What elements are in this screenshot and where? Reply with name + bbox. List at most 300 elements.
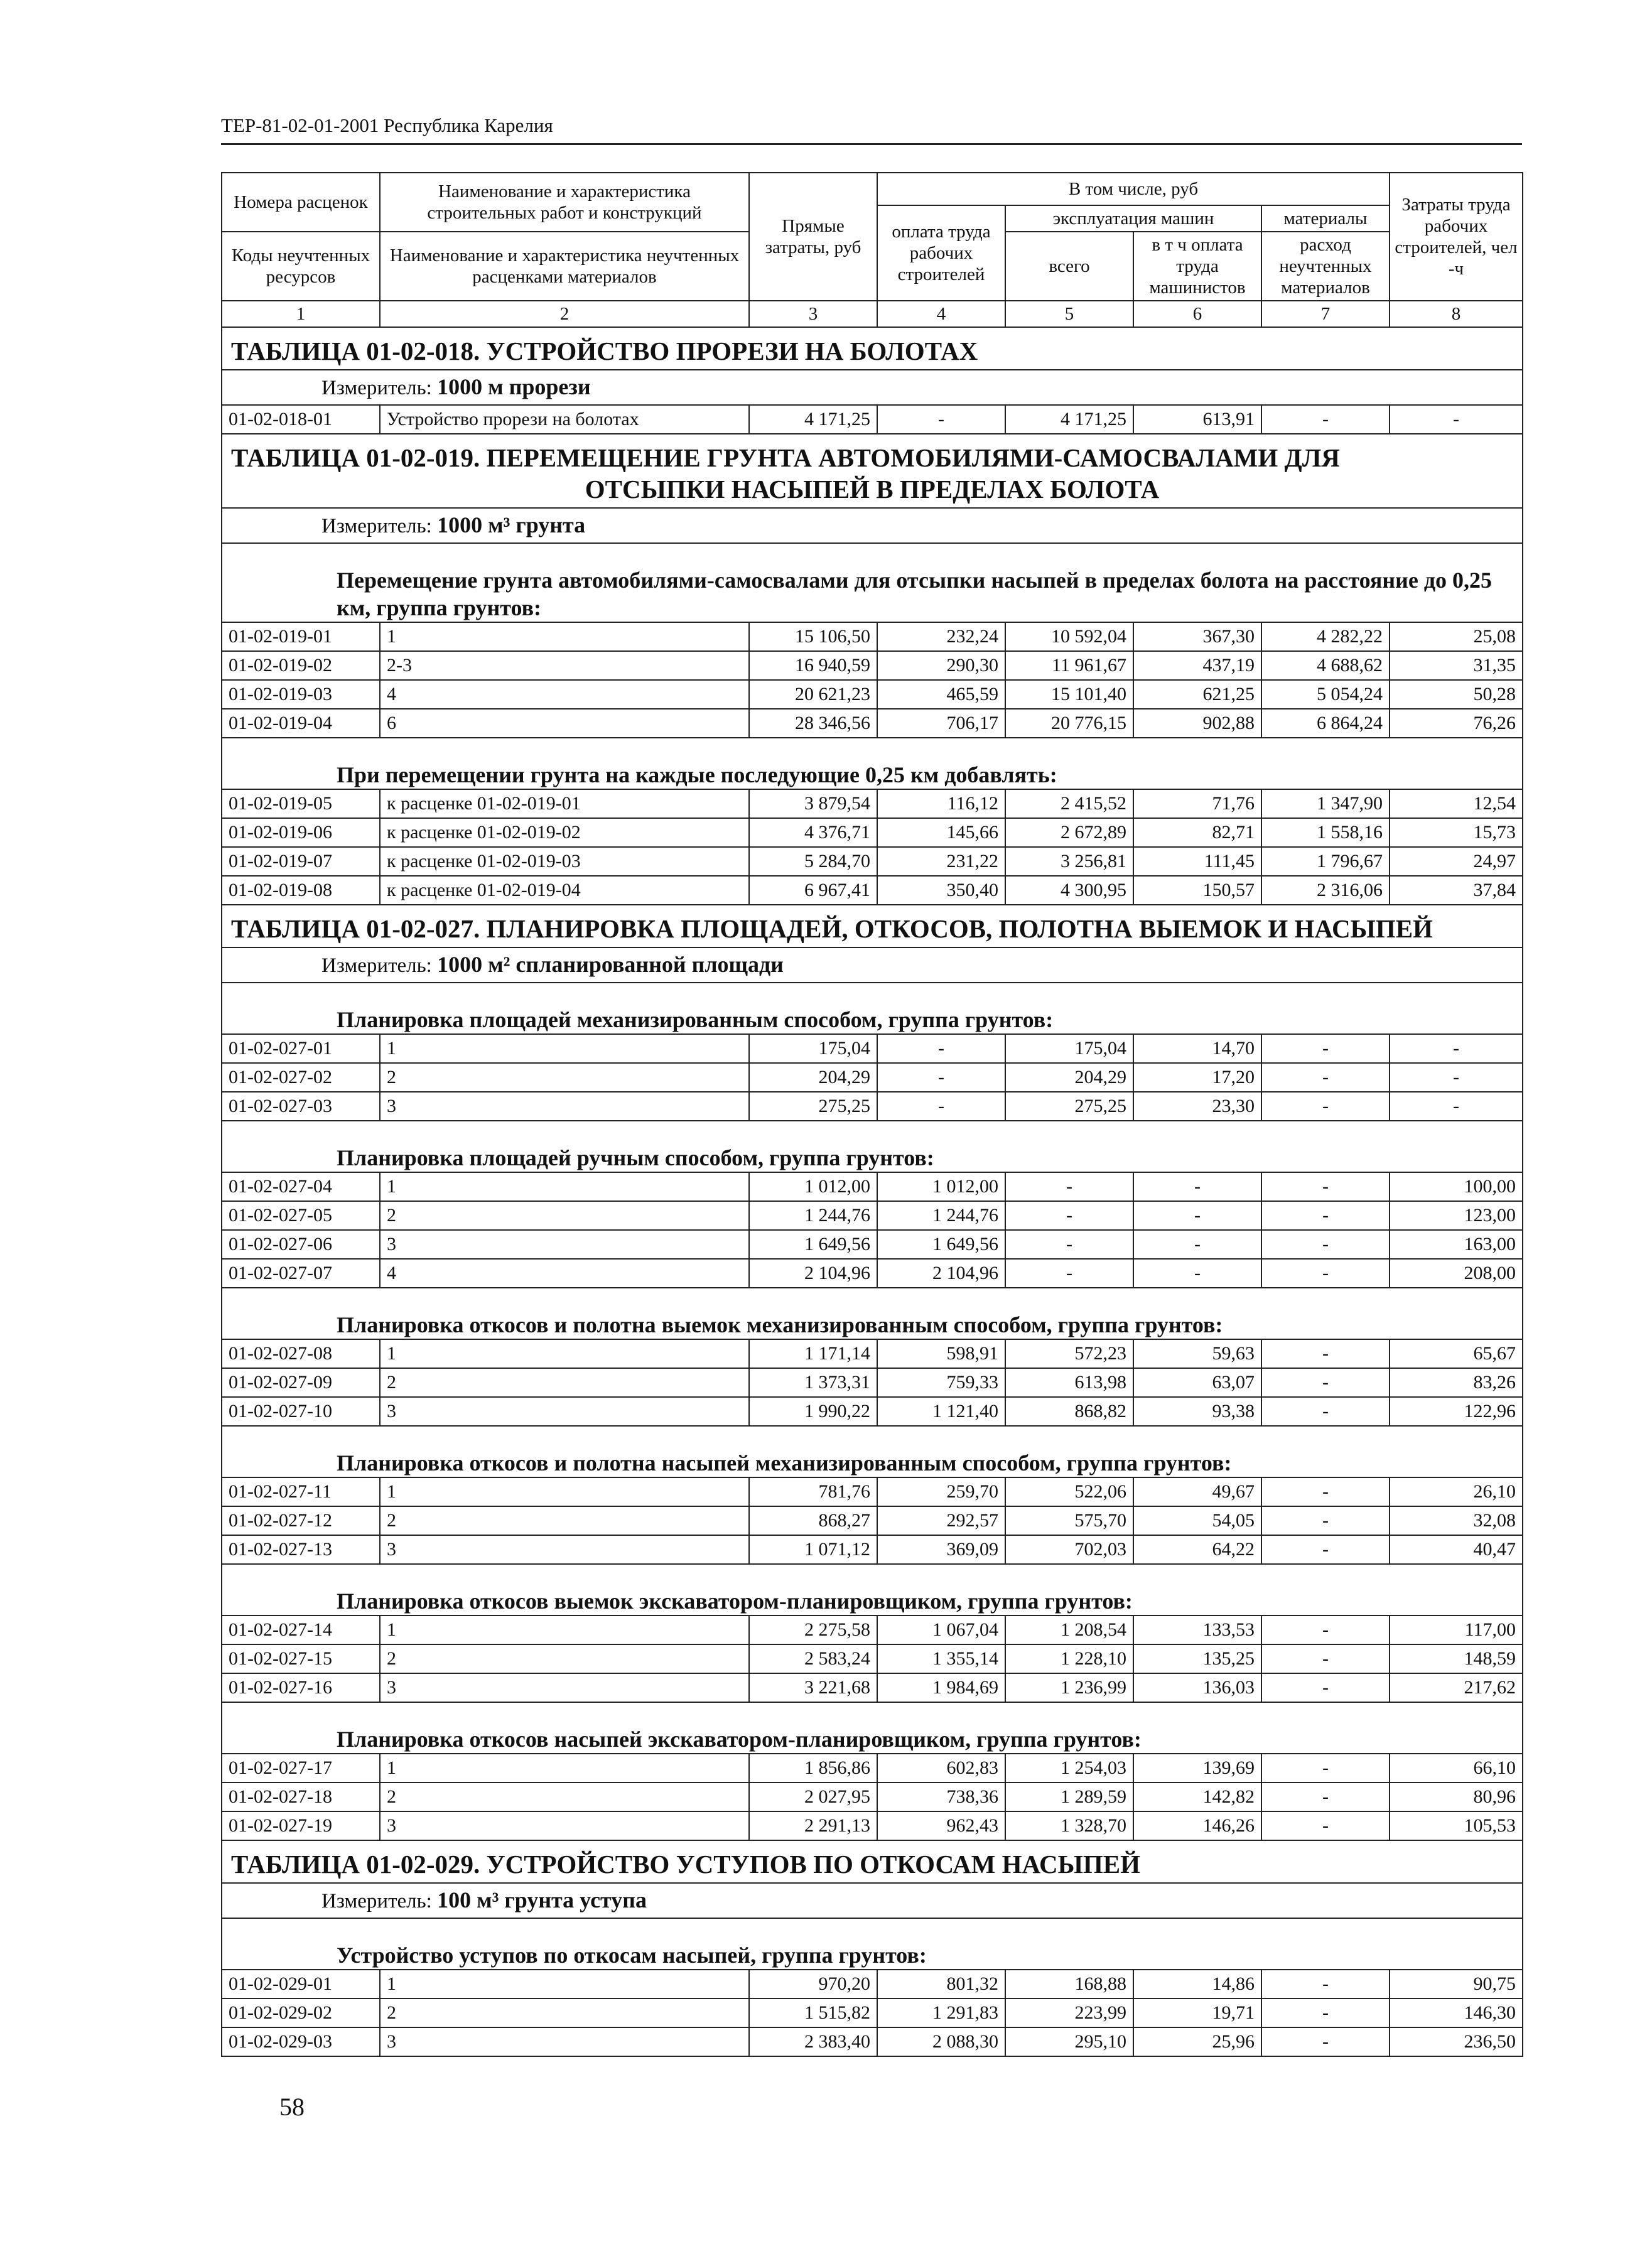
rate-code: 01-02-027-14 [222, 1616, 380, 1644]
machines-cost: - [1005, 1230, 1133, 1259]
labor-hours: 236,50 [1390, 2027, 1523, 2056]
table-row [222, 1230, 1523, 1259]
rate-code: 01-02-029-02 [222, 1999, 380, 2027]
operators-pay: 613,91 [1133, 405, 1261, 434]
direct-cost: 2 583,24 [749, 1644, 877, 1673]
materials-cost: - [1261, 1092, 1390, 1121]
work-name: 1 [380, 1616, 749, 1644]
materials-cost: 4 688,62 [1261, 651, 1390, 680]
machines-cost: 572,23 [1005, 1339, 1133, 1368]
measure-row [222, 370, 1523, 405]
labor-pay: 598,91 [877, 1339, 1005, 1368]
machines-cost: 1 228,10 [1005, 1644, 1133, 1673]
measure-line [222, 1883, 1523, 1918]
work-name: 2 [380, 1644, 749, 1673]
group-title: Планировка откосов насыпей экскаватором-планировщиком, группа грунтов: [222, 1702, 1523, 1754]
machines-cost: 522,06 [1005, 1477, 1133, 1506]
header-machines: эксплуатация машин [1005, 205, 1261, 232]
rate-code: 01-02-019-07 [222, 847, 380, 876]
labor-pay: 1 067,04 [877, 1616, 1005, 1644]
work-name: 2 [380, 1783, 749, 1811]
table-row [222, 1397, 1523, 1426]
labor-pay: 602,83 [877, 1754, 1005, 1783]
work-name: 1 [380, 1970, 749, 1999]
machines-cost: 1 236,99 [1005, 1673, 1133, 1702]
machines-cost: 3 256,81 [1005, 847, 1133, 876]
operators-pay: 23,30 [1133, 1092, 1261, 1121]
rate-code: 01-02-027-11 [222, 1477, 380, 1506]
rate-code: 01-02-027-12 [222, 1506, 380, 1535]
direct-cost: 16 940,59 [749, 651, 877, 680]
table-row [222, 1754, 1523, 1783]
direct-cost: 20 621,23 [749, 680, 877, 709]
work-name: 3 [380, 1535, 749, 1564]
rate-code: 01-02-027-19 [222, 1811, 380, 1840]
machines-cost: 4 171,25 [1005, 405, 1133, 434]
direct-cost: 15 106,50 [749, 622, 877, 651]
work-name: 2-3 [380, 651, 749, 680]
labor-pay: 259,70 [877, 1477, 1005, 1506]
header-operators-pay: в т ч оплата труда машинистов [1133, 232, 1261, 301]
table-row [222, 709, 1523, 738]
column-number: 6 [1133, 301, 1261, 327]
labor-pay: 350,40 [877, 876, 1005, 905]
section-title-row [222, 327, 1523, 370]
section-title: ТАБЛИЦА 01-02-027. ПЛАНИРОВКА ПЛОЩАДЕЙ, ОТКОСОВ, ПОЛОТНА ВЫЕМОК И НАСЫПЕЙ [222, 905, 1523, 947]
rate-code: 01-02-027-05 [222, 1201, 380, 1230]
operators-pay: - [1133, 1201, 1261, 1230]
labor-pay: 1 649,56 [877, 1230, 1005, 1259]
direct-cost: 1 515,82 [749, 1999, 877, 2027]
rate-code: 01-02-029-01 [222, 1970, 380, 1999]
operators-pay: 139,69 [1133, 1754, 1261, 1783]
operators-pay: 14,70 [1133, 1034, 1261, 1063]
group-title: Планировка откосов и полотна выемок механизированным способом, группа грунтов: [222, 1288, 1523, 1339]
machines-cost: 223,99 [1005, 1999, 1133, 2027]
direct-cost: 1 649,56 [749, 1230, 877, 1259]
work-name: 3 [380, 1092, 749, 1121]
labor-hours: 148,59 [1390, 1644, 1523, 1673]
direct-cost: 28 346,56 [749, 709, 877, 738]
direct-cost: 781,76 [749, 1477, 877, 1506]
group-title: Планировка площадей механизированным способом, группа грунтов: [222, 983, 1523, 1034]
direct-cost: 3 221,68 [749, 1673, 877, 1702]
labor-hours: - [1390, 1034, 1523, 1063]
materials-cost: 1 558,16 [1261, 818, 1390, 847]
machines-cost: 15 101,40 [1005, 680, 1133, 709]
labor-hours: 80,96 [1390, 1783, 1523, 1811]
work-name: 1 [380, 1034, 749, 1063]
labor-pay: 1 984,69 [877, 1673, 1005, 1702]
work-name: 1 [380, 622, 749, 651]
rate-code: 01-02-019-02 [222, 651, 380, 680]
labor-hours: 105,53 [1390, 1811, 1523, 1840]
table-row [222, 1970, 1523, 1999]
labor-pay: - [877, 405, 1005, 434]
operators-pay: 136,03 [1133, 1673, 1261, 1702]
section-title [222, 434, 1523, 508]
rate-code: 01-02-027-15 [222, 1644, 380, 1673]
table-row [222, 1506, 1523, 1535]
labor-hours: 50,28 [1390, 680, 1523, 709]
labor-hours: 163,00 [1390, 1230, 1523, 1259]
materials-cost: - [1261, 1063, 1390, 1092]
measure-label: Измеритель: [321, 515, 432, 537]
labor-pay: 231,22 [877, 847, 1005, 876]
labor-hours: 66,10 [1390, 1754, 1523, 1783]
table-row [222, 405, 1523, 434]
table-row [222, 1172, 1523, 1201]
labor-hours: 31,35 [1390, 651, 1523, 680]
measure-line [222, 947, 1523, 983]
header-material-name: Наименование и характеристика неучтенных расценками материалов [380, 232, 749, 301]
operators-pay: 54,05 [1133, 1506, 1261, 1535]
column-number: 2 [380, 301, 749, 327]
labor-pay: 2 104,96 [877, 1259, 1005, 1288]
measure-unit: 1000 м прорези [437, 374, 591, 399]
direct-cost: 2 383,40 [749, 2027, 877, 2056]
machines-cost: - [1005, 1201, 1133, 1230]
labor-hours: 100,00 [1390, 1172, 1523, 1201]
rate-code: 01-02-019-03 [222, 680, 380, 709]
direct-cost: 1 373,31 [749, 1368, 877, 1397]
labor-pay: 2 088,30 [877, 2027, 1005, 2056]
direct-cost: 2 027,95 [749, 1783, 877, 1811]
column-number: 7 [1261, 301, 1390, 327]
labor-hours: - [1390, 1092, 1523, 1121]
labor-pay: - [877, 1092, 1005, 1121]
measure-row [222, 508, 1523, 543]
direct-cost: 868,27 [749, 1506, 877, 1535]
machines-cost: 2 672,89 [1005, 818, 1133, 847]
header-materials-use: расход неучтенных материалов [1261, 232, 1390, 301]
measure-unit: 1000 м² спланированной площади [437, 952, 784, 977]
operators-pay: 902,88 [1133, 709, 1261, 738]
operators-pay: 59,63 [1133, 1339, 1261, 1368]
section-title-line: ТАБЛИЦА 01-02-019. ПЕРЕМЕЩЕНИЕ ГРУНТА АВТОМОБИЛЯМИ-САМОСВАЛАМИ ДЛЯ [231, 443, 1340, 472]
group-title-row [222, 543, 1523, 622]
materials-cost: - [1261, 1644, 1390, 1673]
header-labor-pay: оплата труда рабочих строителей [877, 205, 1005, 301]
labor-pay: 292,57 [877, 1506, 1005, 1535]
work-name: 2 [380, 1063, 749, 1092]
rate-code: 01-02-027-07 [222, 1259, 380, 1288]
operators-pay: 367,30 [1133, 622, 1261, 651]
measure-line [222, 508, 1523, 543]
labor-pay: 369,09 [877, 1535, 1005, 1564]
table-row [222, 1783, 1523, 1811]
work-name: 3 [380, 1230, 749, 1259]
table-row [222, 1092, 1523, 1121]
labor-pay: 145,66 [877, 818, 1005, 847]
rate-code: 01-02-027-10 [222, 1397, 380, 1426]
labor-pay: 1 012,00 [877, 1172, 1005, 1201]
header-work-name: Наименование и характеристика строительных работ и конструкций [380, 173, 749, 232]
operators-pay: 135,25 [1133, 1644, 1261, 1673]
materials-cost: 1 796,67 [1261, 847, 1390, 876]
direct-cost: 2 291,13 [749, 1811, 877, 1840]
rate-code: 01-02-019-06 [222, 818, 380, 847]
work-name: 1 [380, 1477, 749, 1506]
table-row [222, 876, 1523, 905]
materials-cost: - [1261, 1034, 1390, 1063]
operators-pay: 621,25 [1133, 680, 1261, 709]
table-row [222, 1034, 1523, 1063]
machines-cost: 613,98 [1005, 1368, 1133, 1397]
materials-cost: - [1261, 1970, 1390, 1999]
labor-hours: 122,96 [1390, 1397, 1523, 1426]
table-row [222, 1368, 1523, 1397]
direct-cost: 204,29 [749, 1063, 877, 1092]
table-row [222, 651, 1523, 680]
table-row [222, 1063, 1523, 1092]
machines-cost: 868,82 [1005, 1397, 1133, 1426]
table-row [222, 1339, 1523, 1368]
rate-code: 01-02-019-08 [222, 876, 380, 905]
section-title-row [222, 905, 1523, 947]
labor-hours: 146,30 [1390, 1999, 1523, 2027]
table-row [222, 1535, 1523, 1564]
labor-hours: - [1390, 405, 1523, 434]
table-row [222, 622, 1523, 651]
materials-cost: - [1261, 1754, 1390, 1783]
direct-cost: 1 171,14 [749, 1339, 877, 1368]
page-number: 58 [279, 2093, 305, 2121]
materials-cost: 1 347,90 [1261, 789, 1390, 818]
measure-unit: 100 м³ грунта уступа [437, 1887, 647, 1913]
group-title: Планировка откосов и полотна насыпей механизированным способом, группа грунтов: [222, 1426, 1523, 1477]
labor-pay: 1 291,83 [877, 1999, 1005, 2027]
work-name: 3 [380, 2027, 749, 2056]
materials-cost: - [1261, 1673, 1390, 1702]
work-name: к расценке 01-02-019-02 [380, 818, 749, 847]
labor-pay: - [877, 1063, 1005, 1092]
rate-code: 01-02-027-04 [222, 1172, 380, 1201]
group-title: Перемещение грунта автомобилями-самосвалами для отсыпки насыпей в пределах болота на расстояние до 0,25 км, группа грунтов: [222, 543, 1523, 622]
machines-cost: 1 289,59 [1005, 1783, 1133, 1811]
labor-hours: 32,08 [1390, 1506, 1523, 1535]
labor-pay: 738,36 [877, 1783, 1005, 1811]
materials-cost: - [1261, 2027, 1390, 2056]
direct-cost: 175,04 [749, 1034, 877, 1063]
direct-cost: 1 012,00 [749, 1172, 877, 1201]
direct-cost: 275,25 [749, 1092, 877, 1121]
operators-pay: 93,38 [1133, 1397, 1261, 1426]
labor-hours: 123,00 [1390, 1201, 1523, 1230]
machines-cost: 702,03 [1005, 1535, 1133, 1564]
labor-hours: 37,84 [1390, 876, 1523, 905]
machines-cost: - [1005, 1259, 1133, 1288]
operators-pay: 150,57 [1133, 876, 1261, 905]
operators-pay: 14,86 [1133, 1970, 1261, 1999]
group-title: Планировка откосов выемок экскаватором-планировщиком, группа грунтов: [222, 1564, 1523, 1616]
measure-label: Измеритель: [321, 377, 432, 399]
column-number: 4 [877, 301, 1005, 327]
measure-label: Измеритель: [321, 1890, 432, 1913]
rate-code: 01-02-027-01 [222, 1034, 380, 1063]
running-header: ТЕР-81-02-01-2001 Республика Карелия [221, 114, 553, 136]
labor-pay: - [877, 1034, 1005, 1063]
machines-cost: 1 328,70 [1005, 1811, 1133, 1840]
header-resource-codes: Коды неучтенных ресурсов [222, 232, 380, 301]
direct-cost: 1 244,76 [749, 1201, 877, 1230]
labor-hours: 26,10 [1390, 1477, 1523, 1506]
labor-hours: 25,08 [1390, 622, 1523, 651]
measure-row [222, 947, 1523, 983]
header-rule [221, 143, 1522, 145]
labor-hours: 24,97 [1390, 847, 1523, 876]
materials-cost: - [1261, 1999, 1390, 2027]
work-name: 1 [380, 1339, 749, 1368]
materials-cost: - [1261, 1397, 1390, 1426]
operators-pay: 142,82 [1133, 1783, 1261, 1811]
rate-code: 01-02-029-03 [222, 2027, 380, 2056]
header-machines-total: всего [1005, 232, 1133, 301]
materials-cost: - [1261, 405, 1390, 434]
labor-hours: 90,75 [1390, 1970, 1523, 1999]
group-title: При перемещении грунта на каждые последующие 0,25 км добавлять: [222, 738, 1523, 789]
group-title-row [222, 1288, 1523, 1339]
work-name: 2 [380, 1201, 749, 1230]
labor-hours: 40,47 [1390, 1535, 1523, 1564]
labor-pay: 962,43 [877, 1811, 1005, 1840]
machines-cost: 175,04 [1005, 1034, 1133, 1063]
machines-cost: 11 961,67 [1005, 651, 1133, 680]
header-including: В том числе, руб [877, 173, 1390, 205]
materials-cost: - [1261, 1259, 1390, 1288]
direct-cost: 2 104,96 [749, 1259, 877, 1288]
header-rate-numbers: Номера расценок [222, 173, 380, 232]
header-direct-costs: Прямые затраты, руб [749, 173, 877, 301]
direct-cost: 1 856,86 [749, 1754, 877, 1783]
rate-code: 01-02-027-16 [222, 1673, 380, 1702]
machines-cost: 2 415,52 [1005, 789, 1133, 818]
direct-cost: 4 171,25 [749, 405, 877, 434]
labor-hours: 83,26 [1390, 1368, 1523, 1397]
table-body [222, 327, 1523, 2056]
operators-pay: 111,45 [1133, 847, 1261, 876]
work-name: 1 [380, 1172, 749, 1201]
materials-cost: - [1261, 1616, 1390, 1644]
measure-row [222, 1883, 1523, 1918]
work-name: 3 [380, 1673, 749, 1702]
labor-hours: 217,62 [1390, 1673, 1523, 1702]
rate-code: 01-02-027-13 [222, 1535, 380, 1564]
materials-cost: - [1261, 1339, 1390, 1368]
machines-cost: 1 254,03 [1005, 1754, 1133, 1783]
group-title-row [222, 1918, 1523, 1970]
work-name: 2 [380, 1368, 749, 1397]
labor-pay: 232,24 [877, 622, 1005, 651]
labor-hours: 12,54 [1390, 789, 1523, 818]
materials-cost: - [1261, 1368, 1390, 1397]
materials-cost: - [1261, 1477, 1390, 1506]
column-number: 1 [222, 301, 380, 327]
work-name: к расценке 01-02-019-04 [380, 876, 749, 905]
table-row [222, 1673, 1523, 1702]
group-title-row [222, 1702, 1523, 1754]
group-title: Планировка площадей ручным способом, группа грунтов: [222, 1121, 1523, 1172]
section-title-line: ОТСЫПКИ НАСЫПЕЙ В ПРЕДЕЛАХ БОЛОТА [585, 475, 1160, 504]
header-labor-hours: Затраты труда рабочих строителей, чел -ч [1390, 173, 1523, 301]
operators-pay: 437,19 [1133, 651, 1261, 680]
column-number: 8 [1390, 301, 1523, 327]
measure-unit: 1000 м³ грунта [437, 512, 586, 537]
materials-cost: 5 054,24 [1261, 680, 1390, 709]
rate-code: 01-02-027-03 [222, 1092, 380, 1121]
machines-cost: 575,70 [1005, 1506, 1133, 1535]
table-row [222, 680, 1523, 709]
work-name: 4 [380, 1259, 749, 1288]
group-title-row [222, 1121, 1523, 1172]
work-name: к расценке 01-02-019-03 [380, 847, 749, 876]
operators-pay: 63,07 [1133, 1368, 1261, 1397]
labor-pay: 1 121,40 [877, 1397, 1005, 1426]
labor-pay: 116,12 [877, 789, 1005, 818]
section-title-row [222, 434, 1523, 508]
table-row [222, 1811, 1523, 1840]
operators-pay: 49,67 [1133, 1477, 1261, 1506]
machines-cost: 275,25 [1005, 1092, 1133, 1121]
labor-hours: 15,73 [1390, 818, 1523, 847]
rate-code: 01-02-019-04 [222, 709, 380, 738]
table-row [222, 847, 1523, 876]
direct-cost: 6 967,41 [749, 876, 877, 905]
section-title: ТАБЛИЦА 01-02-018. УСТРОЙСТВО ПРОРЕЗИ НА БОЛОТАХ [222, 327, 1523, 370]
labor-hours: 208,00 [1390, 1259, 1523, 1288]
materials-cost: - [1261, 1783, 1390, 1811]
rate-code: 01-02-027-09 [222, 1368, 380, 1397]
materials-cost: - [1261, 1230, 1390, 1259]
work-name: 3 [380, 1811, 749, 1840]
direct-cost: 4 376,71 [749, 818, 877, 847]
work-name: 3 [380, 1397, 749, 1426]
operators-pay: - [1133, 1259, 1261, 1288]
operators-pay: 64,22 [1133, 1535, 1261, 1564]
direct-cost: 5 284,70 [749, 847, 877, 876]
price-table [221, 172, 1523, 2057]
direct-cost: 3 879,54 [749, 789, 877, 818]
rate-code: 01-02-019-01 [222, 622, 380, 651]
labor-pay: 1 355,14 [877, 1644, 1005, 1673]
group-title-row [222, 1426, 1523, 1477]
labor-pay: 706,17 [877, 709, 1005, 738]
table-row [222, 818, 1523, 847]
operators-pay: - [1133, 1172, 1261, 1201]
labor-pay: 465,59 [877, 680, 1005, 709]
rate-code: 01-02-027-02 [222, 1063, 380, 1092]
rate-code: 01-02-019-05 [222, 789, 380, 818]
machines-cost: 4 300,95 [1005, 876, 1133, 905]
operators-pay: - [1133, 1230, 1261, 1259]
operators-pay: 17,20 [1133, 1063, 1261, 1092]
materials-cost: - [1261, 1506, 1390, 1535]
operators-pay: 71,76 [1133, 789, 1261, 818]
section-title: ТАБЛИЦА 01-02-029. УСТРОЙСТВО УСТУПОВ ПО ОТКОСАМ НАСЫПЕЙ [222, 1840, 1523, 1883]
machines-cost: 295,10 [1005, 2027, 1133, 2056]
work-name: 2 [380, 1506, 749, 1535]
table-row [222, 1999, 1523, 2027]
header-materials: материалы [1261, 205, 1390, 232]
work-name: 6 [380, 709, 749, 738]
materials-cost: 4 282,22 [1261, 622, 1390, 651]
labor-pay: 801,32 [877, 1970, 1005, 1999]
operators-pay: 133,53 [1133, 1616, 1261, 1644]
group-title-row [222, 738, 1523, 789]
measure-line [222, 370, 1523, 405]
table-row [222, 789, 1523, 818]
machines-cost: 20 776,15 [1005, 709, 1133, 738]
